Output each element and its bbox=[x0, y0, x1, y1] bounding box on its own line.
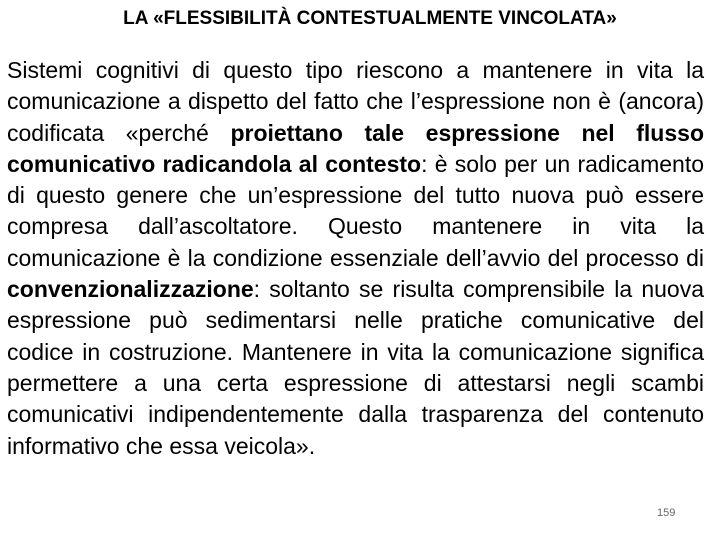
paragraph-bold-1: proiettano tale espressione nel flusso comunicativo radicandola al contesto bbox=[7, 119, 704, 177]
paragraph-bold-2: convenzionalizzazione bbox=[7, 276, 254, 303]
body-paragraph bbox=[7, 55, 704, 462]
page-number: 159 bbox=[657, 507, 676, 519]
paragraph-text-2: : è solo per un radicamento di questo genere che un’espressione del tutto nuova può essere compresa dall’ascoltatore. Questo mantenere in vita la comunicazione è la condizione essenziale dell’avvio del processo di bbox=[7, 150, 705, 271]
slide-title: LA «FLESSIBILITÀ CONTESTUALMENTE VINCOLATA» bbox=[123, 8, 617, 29]
paragraph-text-1: Sistemi cognitivi di questo tipo riescono a mantenere in vita la comunicazione a dispetto del fatto che l’espressione non è (ancora) codificata «perché bbox=[7, 57, 704, 146]
paragraph-text-3: : soltanto se risulta comprensibile la nuova espressione può sedimentarsi nelle pratiche comunicative del codice in costruzione. Mantenere in vita la comunicazione significa permettere a una certa espressione di attestarsi negli scambi comunicativi indipendentemente dalla trasparenza del contenuto informativo che essa veicola». bbox=[7, 276, 704, 459]
